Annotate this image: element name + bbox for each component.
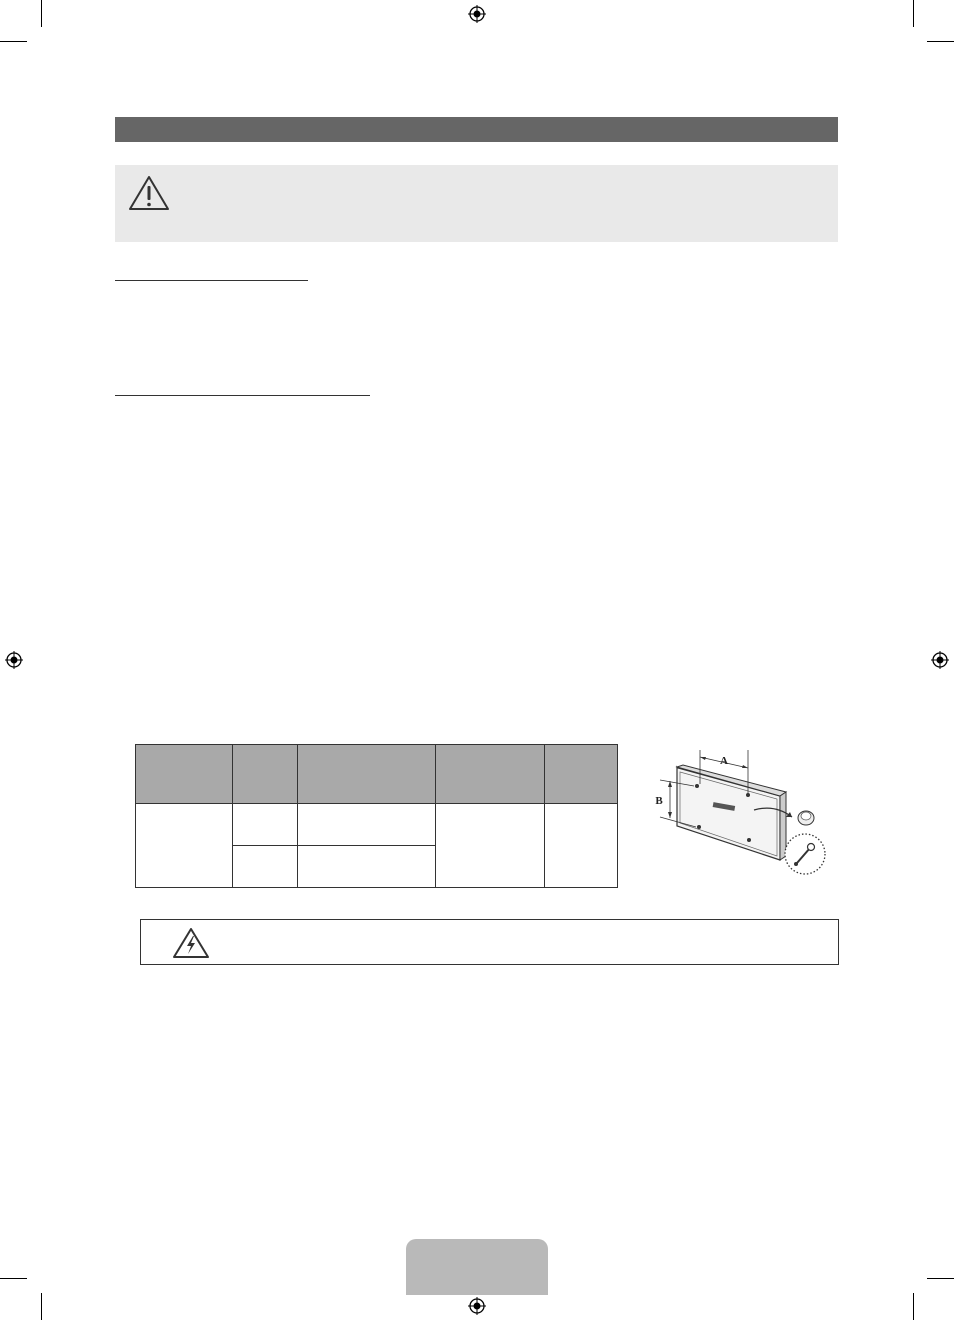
table-header-cell: [545, 745, 618, 804]
crop-mark: [41, 1293, 42, 1320]
crop-mark: [41, 0, 42, 27]
dimension-label-a: A: [720, 755, 728, 767]
table-cell: [298, 804, 436, 846]
table-cell: [545, 804, 618, 888]
caution-box: [115, 165, 838, 242]
section-title-bar: [115, 117, 838, 142]
table-header-cell: [233, 745, 298, 804]
registration-mark-icon: [468, 5, 486, 23]
table-cell: [436, 804, 545, 888]
table-header-row: [136, 745, 618, 804]
warning-box: [140, 919, 839, 965]
registration-mark-icon: [5, 651, 23, 669]
crop-mark: [913, 0, 914, 27]
registration-mark-icon: [468, 1297, 486, 1315]
page-number-tab: [406, 1239, 548, 1295]
crop-mark: [0, 1278, 27, 1279]
crop-mark: [927, 41, 954, 42]
table-row: [136, 804, 618, 846]
table-header-cell: [298, 745, 436, 804]
tv-wall-mount-diagram: [650, 748, 835, 876]
caution-triangle-icon: [128, 175, 170, 211]
electric-shock-warning-icon: [172, 927, 210, 959]
table-cell: [233, 846, 298, 888]
table-cell: [233, 804, 298, 846]
table-cell: [298, 846, 436, 888]
crop-mark: [913, 1293, 914, 1320]
subheading-underline: [115, 395, 370, 396]
table-header-cell: [136, 745, 233, 804]
mount-hole: [747, 838, 751, 842]
mount-hole: [695, 784, 699, 788]
registration-mark-icon: [931, 651, 949, 669]
wall-mount-spec-table: [135, 744, 618, 888]
mount-hole: [697, 825, 701, 829]
dimension-label-b: B: [655, 795, 663, 807]
crop-mark: [927, 1278, 954, 1279]
subheading-underline: [115, 280, 308, 281]
table-header-cell: [436, 745, 545, 804]
table-cell: [136, 804, 233, 888]
crop-mark: [0, 41, 27, 42]
mount-hole: [746, 793, 750, 797]
